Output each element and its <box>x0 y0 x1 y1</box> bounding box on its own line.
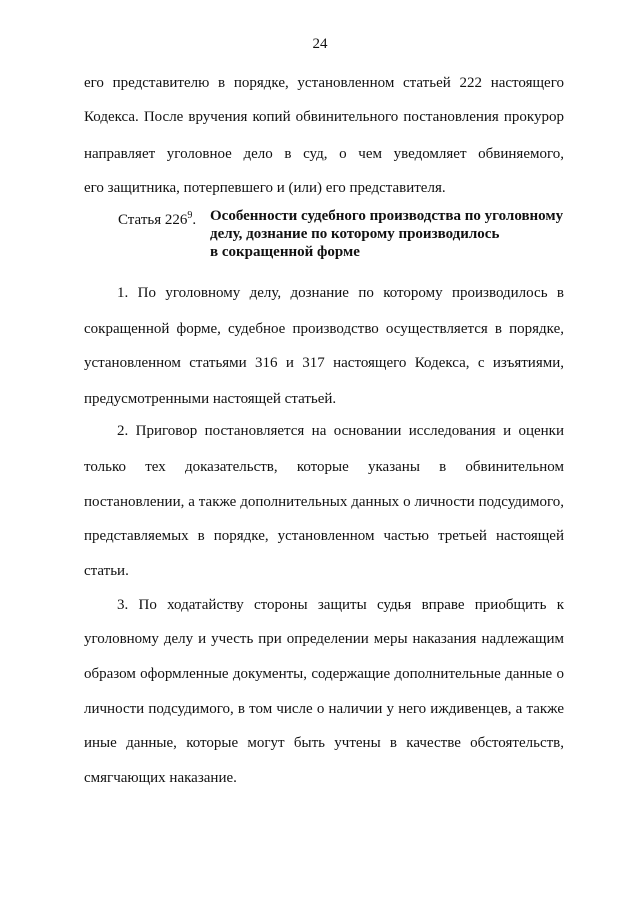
text-line: 3. По ходатайству стороны защиты судья вправе приобщить к <box>117 597 564 613</box>
article-number: Статья 226 <box>118 212 188 228</box>
text-line: личности подсудимого, в том числе о наличии у него иждивенцев, а также <box>84 701 564 717</box>
page-number: 24 <box>312 36 328 52</box>
text-line: уголовному делу и учесть при определении меры наказания надлежащим <box>84 631 564 647</box>
text-line: 2. Приговор постановляется на основании исследования и оценки <box>117 423 564 439</box>
text-line: 1. По уголовному делу, дознание по которому производилось в <box>117 285 564 301</box>
text-line: сокращенной форме, судебное производство осуществляется в порядке, <box>84 321 564 337</box>
article-number-superscript: 9 <box>187 210 193 221</box>
article-title-line: делу, дознание по которому производилось <box>210 226 500 242</box>
text-line: установленном статьями 316 и 317 настоящего Кодекса, с изъятиями, <box>84 355 564 371</box>
text-line: Кодекса. После вручения копий обвинительного постановления прокурор <box>84 109 564 125</box>
text-line: иные данные, которые могут быть учтены в качестве обстоятельств, <box>84 735 564 751</box>
article-title <box>210 207 570 261</box>
text-line: образом оформленные документы, содержащие дополнительные данные о <box>84 666 564 682</box>
text-line: только тех доказательств, которые указаны в обвинительном <box>84 459 564 475</box>
text-line: смягчающих наказание. <box>84 770 237 786</box>
text-line: его представителю в порядке, установленном статьей 222 настоящего <box>84 75 564 91</box>
text-line: его защитника, потерпевшего и (или) его представителя. <box>84 180 446 196</box>
article-number-suffix: . <box>192 212 197 228</box>
article-label <box>118 207 196 229</box>
text-line: статьи. <box>84 563 129 579</box>
text-line: направляет уголовное дело в суд, о чем уведомляет обвиняемого, <box>84 146 564 162</box>
text-line: предусмотренными настоящей статьей. <box>84 391 337 407</box>
text-line: представляемых в порядке, установленном частью третьей настоящей <box>84 528 564 544</box>
text-line: постановлении, а также дополнительных данных о личности подсудимого, <box>84 494 564 510</box>
article-title-line: в сокращенной форме <box>210 244 360 260</box>
article-title-line: Особенности судебного производства по уголовному <box>210 208 564 224</box>
